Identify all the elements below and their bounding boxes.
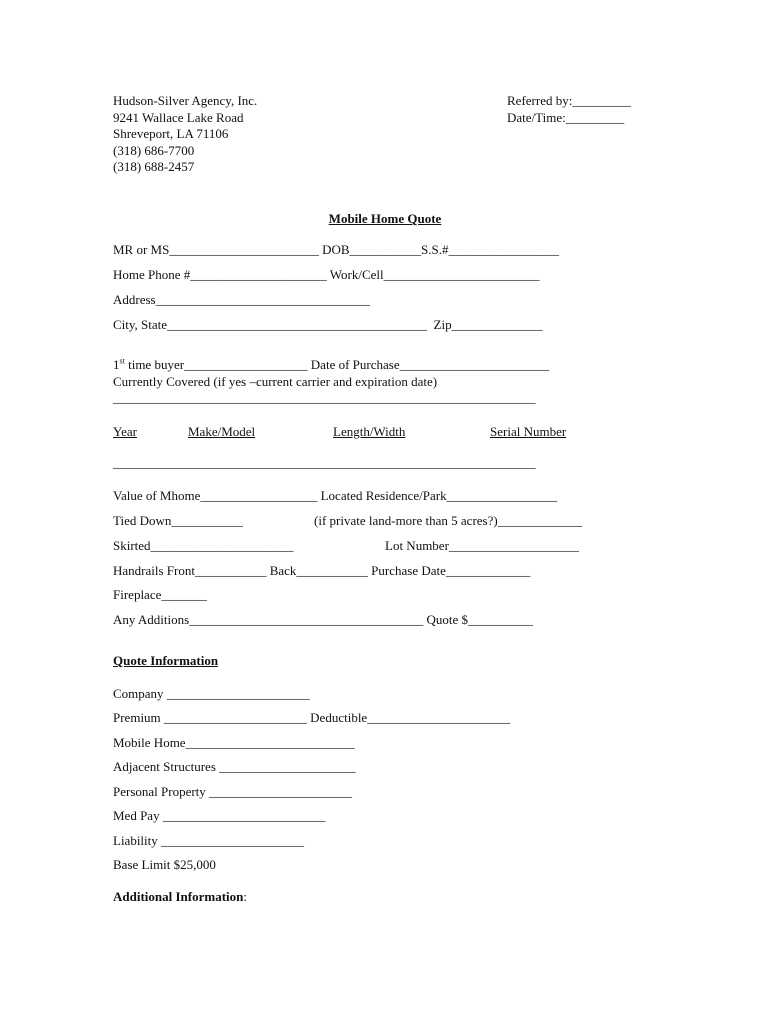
agency-name: Hudson-Silver Agency, Inc. bbox=[113, 93, 258, 108]
address-field[interactable]: Address_________________________________ bbox=[113, 292, 371, 307]
first-time-buyer-field[interactable] bbox=[113, 357, 549, 373]
name-dob-ssn-field[interactable]: MR or MS_______________________ DOB___________S.S.#_________________ bbox=[113, 242, 560, 257]
private-land-field[interactable]: (if private land-more than 5 acres?)_____________ bbox=[314, 513, 583, 528]
skirted-field[interactable]: Skirted______________________ bbox=[113, 538, 294, 553]
premium-deductible-field[interactable]: Premium ______________________ Deductible______________________ bbox=[113, 710, 511, 725]
first-time-rest: time buyer___________________ Date of Purchase_______________________ bbox=[124, 357, 550, 372]
column-year: Year bbox=[113, 424, 137, 439]
base-limit-text: Base Limit $25,000 bbox=[113, 857, 216, 872]
additional-information-colon: : bbox=[243, 889, 248, 904]
vehicle-entry-field[interactable]: _________________________________________________________________ bbox=[113, 455, 536, 470]
first-time-prefix: 1 bbox=[113, 357, 120, 372]
quote-information-heading: Quote Information bbox=[113, 653, 219, 668]
agency-street: 9241 Wallace Lake Road bbox=[113, 109, 244, 125]
adjacent-structures-field[interactable]: Adjacent Structures _____________________ bbox=[113, 759, 356, 774]
agency-city: Shreveport, LA 71106 bbox=[113, 126, 229, 141]
currently-covered-label: Currently Covered (if yes –current carrier and expiration date) bbox=[113, 374, 438, 389]
currently-covered-field[interactable]: _________________________________________________________________ bbox=[113, 390, 536, 405]
personal-property-field[interactable]: Personal Property ______________________ bbox=[113, 784, 353, 799]
med-pay-field[interactable]: Med Pay _________________________ bbox=[113, 808, 326, 823]
additional-information-label: Additional Information bbox=[113, 889, 244, 904]
city-state-zip-field[interactable]: City, State________________________________________ Zip______________ bbox=[113, 317, 543, 332]
lot-number-field[interactable]: Lot Number____________________ bbox=[385, 538, 579, 553]
phone-field[interactable]: Home Phone #_____________________ Work/Cell________________________ bbox=[113, 267, 540, 282]
column-serial-number: Serial Number bbox=[490, 424, 567, 439]
date-time-field[interactable]: Date/Time:_________ bbox=[507, 109, 625, 125]
liability-field[interactable]: Liability ______________________ bbox=[113, 833, 305, 848]
fireplace-field[interactable]: Fireplace_______ bbox=[113, 587, 207, 602]
agency-address-block bbox=[113, 93, 257, 176]
additions-quote-field[interactable]: Any Additions____________________________________ Quote $__________ bbox=[113, 612, 533, 627]
referred-by-field[interactable]: Referred by:_________ bbox=[507, 93, 631, 108]
tied-down-field[interactable]: Tied Down___________ bbox=[113, 513, 243, 528]
ordinal-suffix: st bbox=[119, 356, 125, 366]
column-length-width: Length/Width bbox=[333, 424, 406, 439]
handrails-field[interactable]: Handrails Front___________ Back___________ Purchase Date_____________ bbox=[113, 563, 531, 578]
value-residence-field[interactable]: Value of Mhome__________________ Located Residence/Park_________________ bbox=[113, 488, 558, 503]
company-field[interactable]: Company ______________________ bbox=[113, 686, 310, 701]
agency-phone-1: (318) 686-7700 bbox=[113, 142, 195, 158]
agency-phone-2: (318) 688-2457 bbox=[113, 159, 195, 174]
referral-block bbox=[507, 93, 631, 126]
form-title: Mobile Home Quote bbox=[328, 211, 442, 226]
column-make-model: Make/Model bbox=[188, 424, 256, 439]
mobile-home-field[interactable]: Mobile Home__________________________ bbox=[113, 735, 355, 750]
additional-information-heading bbox=[113, 889, 247, 905]
